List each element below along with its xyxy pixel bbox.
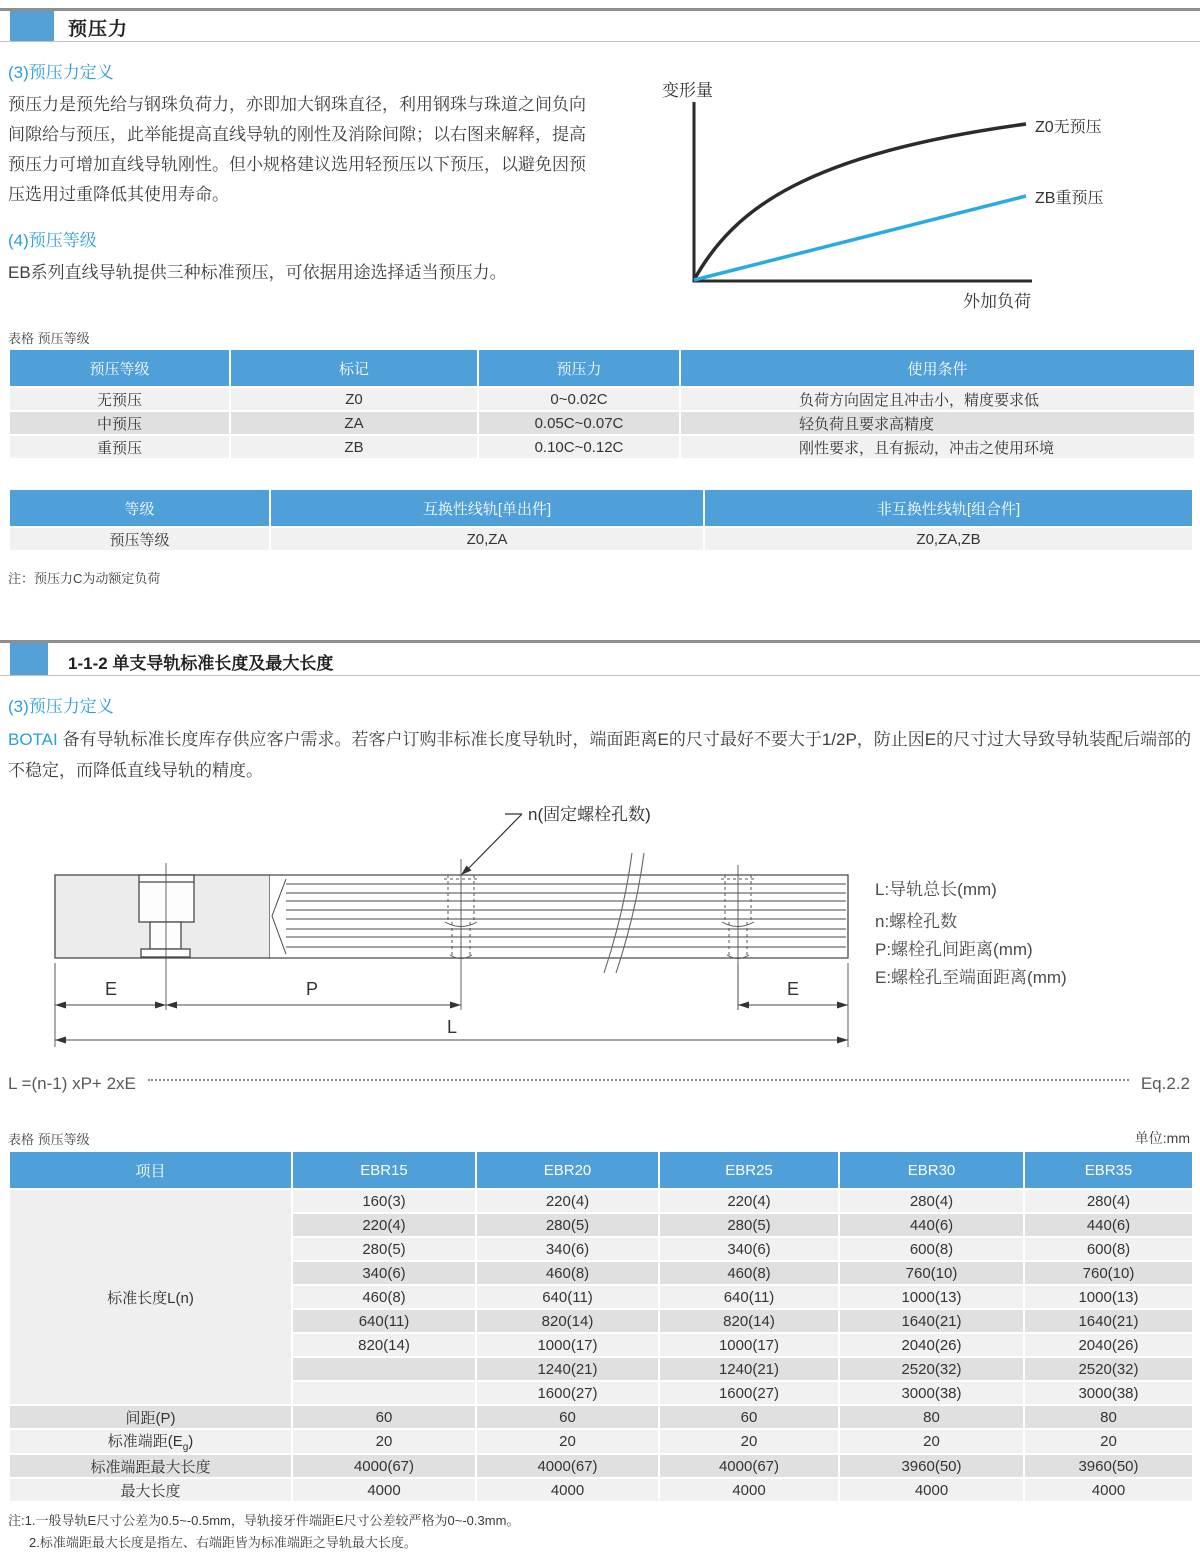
cell: 80 [1025, 1406, 1192, 1428]
cell: 20 [293, 1430, 475, 1453]
cell: ZB [231, 436, 477, 458]
cell [293, 1358, 475, 1380]
cell: 3960(50) [1025, 1455, 1192, 1477]
cell: 220(4) [477, 1190, 658, 1212]
cell: 340(6) [660, 1238, 838, 1260]
heading-preload-definition: (3)预压力定义 [8, 63, 114, 82]
cell: 220(4) [660, 1190, 838, 1212]
footnote-1: 注:1.一般导轨E尺寸公差为0.5~-0.5mm，导轨接牙件端距E尺寸公差较严格为0~-0.3mm。 [8, 1513, 520, 1528]
cell: 4000(67) [293, 1455, 475, 1477]
blue-square-marker [10, 643, 48, 675]
standard-length-table [8, 1150, 1194, 1503]
callout-leader [464, 814, 522, 873]
label-zb: ZB重预压 [1035, 190, 1104, 207]
table-row [10, 528, 1192, 550]
cell: 60 [477, 1406, 658, 1428]
formula-expression: L =(n-1) xP+ 2xE [8, 1074, 136, 1093]
cell: 20 [840, 1430, 1023, 1453]
cell: 轻负荷且要求高精度 [681, 412, 1194, 434]
cell: 2520(32) [1025, 1358, 1192, 1380]
col-header: 非互换性线轨[组合件] [705, 490, 1192, 526]
cell: 600(8) [840, 1238, 1023, 1260]
cell: 60 [660, 1406, 838, 1428]
rail-length-diagram [0, 795, 1200, 1060]
heading-definition-2: (3)预压力定义 [8, 697, 114, 716]
section-header-standard-length [0, 640, 1200, 676]
paragraph-botai-text: 备有导轨标准长度库存供应客户需求。若客户订购非标准长度导轨时，端面距离E的尺寸最好不要大于1/2P，防止因E的尺寸过大导致导轨装配后端部的不稳定，而降低直线导轨的精度。 [8, 730, 1192, 780]
brand-botai: BOTAI [8, 730, 58, 749]
blue-square-marker [10, 11, 54, 41]
table-header-row [10, 490, 1192, 526]
table-row [10, 388, 1194, 410]
section-title: 1-1-2 单支导轨标准长度及最大长度 [68, 654, 334, 673]
cell: 无预压 [10, 388, 229, 410]
big-table-caption: 表格 预压等级 [8, 1132, 90, 1147]
table-row [10, 1190, 1192, 1212]
paragraph-preload-definition: 预压力是预先给与钢珠负荷力，亦即加大钢珠直径，利用钢珠与珠道之间负向间隙给与预压，此举能提高直线导轨的刚性及消除间隙；以右图来解释，提高预压力可增加直线导轨刚性。但小规格建议选用轻预压以下预压，以避免因预压选用过重降低其使用寿命。 [8, 95, 586, 204]
cell: 4000 [477, 1479, 658, 1501]
table-row [10, 412, 1194, 434]
cell [293, 1382, 475, 1404]
curve-z0-no-preload [694, 124, 1026, 280]
cell: 280(5) [477, 1214, 658, 1236]
cell: 预压等级 [10, 528, 269, 550]
cell: 20 [1025, 1430, 1192, 1453]
cell: 1600(27) [660, 1382, 838, 1404]
cell: 3960(50) [840, 1455, 1023, 1477]
cell: 340(6) [293, 1262, 475, 1284]
col-header: EBR20 [477, 1152, 658, 1188]
cell: 0.10C~0.12C [479, 436, 679, 458]
cell: 1240(21) [477, 1358, 658, 1380]
row-label: 间距(P) [10, 1406, 291, 1428]
col-header: EBR35 [1025, 1152, 1192, 1188]
cell: 20 [477, 1430, 658, 1453]
dotted-leader [148, 1079, 1129, 1081]
cell: Z0,ZA,ZB [705, 528, 1192, 550]
cell: 4000 [1025, 1479, 1192, 1501]
interchangeability-table [8, 488, 1194, 552]
cell: 3000(38) [840, 1382, 1023, 1404]
cell: 220(4) [293, 1214, 475, 1236]
col-header: 预压力 [479, 350, 679, 386]
cell: 0.05C~0.07C [479, 412, 679, 434]
cell: 2040(26) [840, 1334, 1023, 1356]
chart-y-axis-label: 变形量 [662, 81, 713, 100]
table-row-standard-end [10, 1430, 1192, 1453]
deformation-load-chart [622, 62, 1190, 314]
cell: 460(8) [293, 1286, 475, 1308]
chart-x-axis-label: 外加负荷 [963, 292, 1031, 311]
paragraph-preload-levels: EB系列直线导轨提供三种标准预压，可依据用途选择适当预压力。 [8, 263, 507, 282]
row-label: 标准端距最大长度 [10, 1455, 291, 1477]
label-z0: Z0无预压 [1035, 119, 1102, 136]
cell: 1000(17) [477, 1334, 658, 1356]
col-header: 标记 [231, 350, 477, 386]
cell: 4000 [660, 1479, 838, 1501]
legend-line-e: E:螺栓孔至端面距离(mm) [875, 968, 1067, 987]
cell: 280(4) [1025, 1190, 1192, 1212]
col-header: EBR30 [840, 1152, 1023, 1188]
col-header: 预压等级 [10, 350, 229, 386]
cell: 3000(38) [1025, 1382, 1192, 1404]
label-part: ) [188, 1433, 194, 1450]
cell: ZA [231, 412, 477, 434]
callout-bolt-hole-count: n(固定螺栓孔数) [528, 805, 651, 824]
table1-caption: 表格 预压等级 [8, 331, 90, 346]
big-table-caption-row [8, 1128, 1190, 1148]
legend-line-n: n:螺栓孔数 [875, 912, 958, 931]
formula-equation-number: Eq.2.2 [1140, 1074, 1190, 1093]
cell: 1000(13) [1025, 1286, 1192, 1308]
cell: 640(11) [293, 1310, 475, 1332]
cell: 4000 [840, 1479, 1023, 1501]
cell: 1640(21) [840, 1310, 1023, 1332]
cell: 刚性要求，且有振动，冲击之使用环境 [681, 436, 1194, 458]
cell: 820(14) [477, 1310, 658, 1332]
cell: 820(14) [293, 1334, 475, 1356]
col-header: EBR25 [660, 1152, 838, 1188]
cell: 60 [293, 1406, 475, 1428]
cell: 280(5) [293, 1238, 475, 1260]
label-subscript: g [182, 1442, 189, 1453]
cell: 中预压 [10, 412, 229, 434]
cell: 1640(21) [1025, 1310, 1192, 1332]
table-row-max-length [10, 1479, 1192, 1501]
cell: 0~0.02C [479, 388, 679, 410]
table-row-pitch [10, 1406, 1192, 1428]
length-formula-row [8, 1074, 1190, 1094]
cell: 760(10) [1025, 1262, 1192, 1284]
cell: 280(4) [840, 1190, 1023, 1212]
heading-preload-levels: (4)预压等级 [8, 231, 97, 250]
label-part: 标准端距(E [107, 1433, 183, 1450]
table2-note: 注：预压力C为动额定负荷 [8, 571, 161, 586]
cell: 重预压 [10, 436, 229, 458]
cell: 460(8) [660, 1262, 838, 1284]
row-label [10, 1430, 291, 1453]
table-row [10, 436, 1194, 458]
footnote-2: 2.标准端距最大长度是指左、右端距皆为标准端距之导轨最大长度。 [29, 1535, 417, 1550]
cell: 820(14) [660, 1310, 838, 1332]
cell: 2040(26) [1025, 1334, 1192, 1356]
col-header: 互换性线轨[单出件] [271, 490, 703, 526]
diagram-legend [875, 880, 1067, 987]
table-row-max-standard-length [10, 1455, 1192, 1477]
cell: 640(11) [660, 1286, 838, 1308]
section-title: 预压力 [68, 19, 129, 40]
cell: Z0 [231, 388, 477, 410]
cell: 1000(13) [840, 1286, 1023, 1308]
cell: 20 [660, 1430, 838, 1453]
line-zb-heavy-preload [694, 196, 1026, 280]
cell: 640(11) [477, 1286, 658, 1308]
paragraph-botai [8, 724, 1192, 786]
dim-label-e-right: E [787, 979, 800, 999]
legend-line-p: P:螺栓孔间距离(mm) [875, 940, 1033, 959]
unit-label: 单位:mm [1134, 1130, 1190, 1146]
cell: 80 [840, 1406, 1023, 1428]
cell: 1000(17) [660, 1334, 838, 1356]
cell: 440(6) [1025, 1214, 1192, 1236]
col-header: 等级 [10, 490, 269, 526]
legend-line-l: L:导轨总长(mm) [875, 880, 997, 899]
footnotes [8, 1510, 519, 1554]
cell: 负荷方向固定且冲击小，精度要求低 [681, 388, 1194, 410]
col-header: EBR15 [293, 1152, 475, 1188]
cell: 4000(67) [660, 1455, 838, 1477]
cell: Z0,ZA [271, 528, 703, 550]
section-header-preload [0, 8, 1200, 42]
cell: 160(3) [293, 1190, 475, 1212]
cell: 460(8) [477, 1262, 658, 1284]
cell: 4000(67) [477, 1455, 658, 1477]
dim-label-p: P [306, 979, 319, 999]
table-header-row [10, 1152, 1192, 1188]
cell: 2520(32) [840, 1358, 1023, 1380]
cell: 1600(27) [477, 1382, 658, 1404]
dim-label-l: L [447, 1017, 458, 1037]
cell: 440(6) [840, 1214, 1023, 1236]
cell: 1240(21) [660, 1358, 838, 1380]
row-label: 最大长度 [10, 1479, 291, 1501]
row-label-standard-length: 标准长度L(n) [10, 1190, 291, 1404]
dim-label-e-left: E [105, 979, 118, 999]
table-header-row [10, 350, 1194, 386]
col-header: 使用条件 [681, 350, 1194, 386]
cell: 600(8) [1025, 1238, 1192, 1260]
rail-body-outline [270, 875, 848, 958]
preload-level-table [8, 348, 1196, 460]
cell: 760(10) [840, 1262, 1023, 1284]
cell: 280(5) [660, 1214, 838, 1236]
col-header: 项目 [10, 1152, 291, 1188]
cell: 4000 [293, 1479, 475, 1501]
cell: 340(6) [477, 1238, 658, 1260]
